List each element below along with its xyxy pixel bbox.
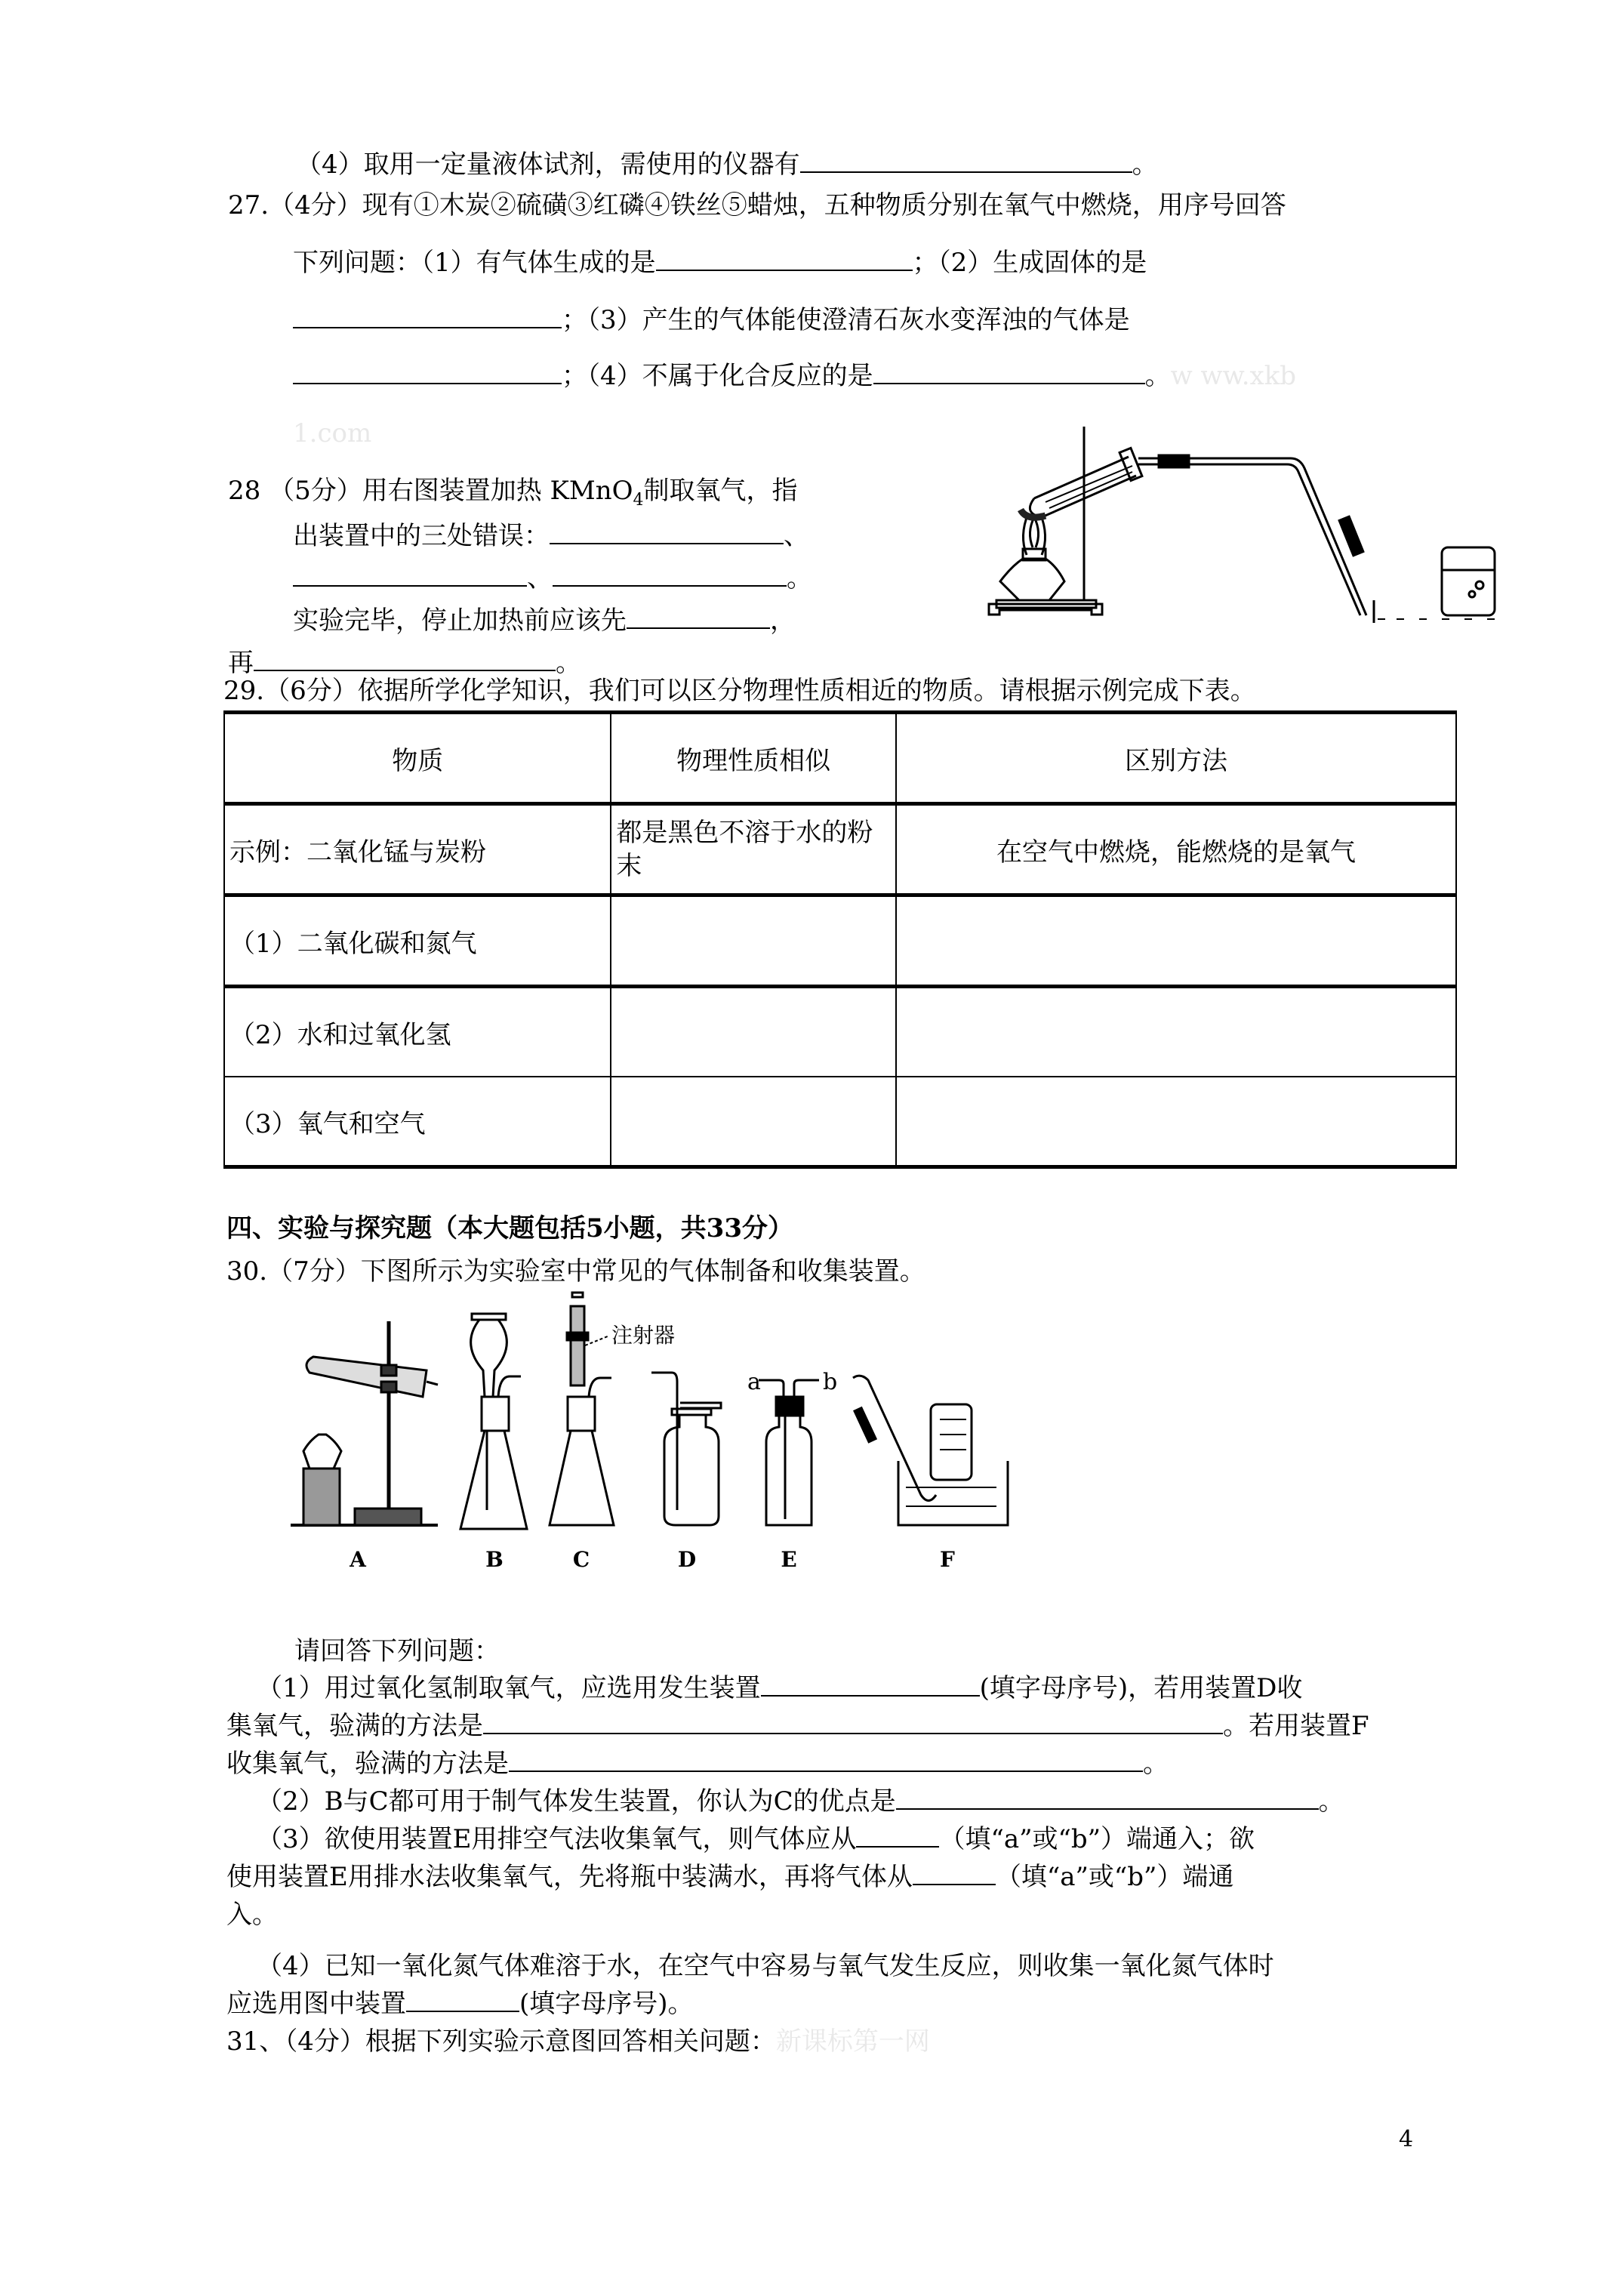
table-header-row <box>224 713 1456 804</box>
header-cell: 区别方法 <box>896 713 1456 804</box>
punct: 。 <box>556 648 581 678</box>
answer-cell[interactable] <box>611 1077 896 1167</box>
table-cell: （3）氧气和空气 <box>224 1077 611 1167</box>
q27-q4-blank[interactable] <box>873 360 1145 384</box>
q30-p3-text: 使用装置E用排水法收集氧气，先将瓶中装满水，再将气体从 <box>226 1862 913 1892</box>
q27-q1-blank[interactable] <box>656 247 913 271</box>
punct: 、 <box>527 563 553 593</box>
label-d: D <box>677 1547 697 1572</box>
q27-q2-text: ；（2）生成固体的是 <box>912 248 1147 278</box>
q30-p1-text: 。若用装置F <box>1223 1711 1369 1741</box>
label-f: F <box>940 1547 955 1572</box>
table-row <box>224 987 1456 1077</box>
test-tube-icon <box>1021 448 1142 517</box>
q30-p1-line2 <box>226 1709 1369 1743</box>
q30-p1-device-blank[interactable] <box>761 1672 980 1697</box>
q30-p4-text: (填字母序号)。 <box>519 1989 694 2019</box>
table-cell: 都是黑色不溶于水的粉末 <box>611 804 896 895</box>
apparatus-c-icon <box>550 1293 614 1525</box>
q28-stem-text: 28 （5分）用右图装置加热 KMnO <box>228 476 633 506</box>
q27-line4 <box>293 359 1296 393</box>
q30-p1-f-check-blank[interactable] <box>509 1748 1143 1772</box>
q30-p4-line2 <box>226 1987 694 2020</box>
q30-p1-line1 <box>257 1672 1302 1705</box>
port-b-label: b <box>823 1369 838 1395</box>
punct: 。 <box>1143 1749 1169 1779</box>
q28-line3 <box>293 562 812 595</box>
q30-p3-line1 <box>257 1823 1255 1856</box>
q29-table <box>223 710 1457 1169</box>
q30-p1-line3 <box>226 1747 1169 1780</box>
q30-p2-text: （2）B与C都可用于制气体发生装置，你认为C的优点是 <box>257 1786 896 1817</box>
q28-error2-blank[interactable] <box>293 562 527 587</box>
watermark: 1.com <box>293 418 372 448</box>
q30-p1-text: 集氧气，验满的方法是 <box>226 1711 483 1741</box>
watermark: w ww.xkb <box>1170 361 1297 391</box>
q30-p3-text: （填“a”或“b”）端通入；欲 <box>939 1824 1255 1854</box>
q28-error3-blank[interactable] <box>553 562 787 587</box>
punct: 。 <box>1144 361 1171 391</box>
q28-stem <box>228 474 798 517</box>
label-b: B <box>485 1547 504 1572</box>
q30-p4-blank[interactable] <box>406 1988 519 2012</box>
label-a: A <box>350 1547 366 1572</box>
answer-cell[interactable] <box>611 987 896 1077</box>
q27-stem: 27.（4分）现有①木炭②硫磺③红磷④铁丝⑤蜡烛，五种物质分别在氧气中燃烧，用序号回答 <box>228 190 1286 220</box>
answer-cell[interactable] <box>896 1077 1456 1167</box>
q30-apparatus-figure <box>287 1284 1389 1586</box>
q27-line3 <box>293 304 1130 337</box>
answer-cell[interactable] <box>896 987 1456 1077</box>
table-cell: 示例：二氧化锰与炭粉 <box>224 804 611 895</box>
q30-stem: 30.（7分）下图所示为实验室中常见的气体制备和收集装置。 <box>226 1256 925 1287</box>
punct: 。 <box>1132 149 1158 180</box>
punct: 、 <box>784 521 809 551</box>
q30-p1-text: (填字母序号)，若用装置D收 <box>979 1673 1303 1703</box>
apparatus-a-icon <box>291 1321 438 1525</box>
q28-then-text: 再 <box>228 648 254 678</box>
delivery-tube-icon <box>1138 455 1366 615</box>
q28-then-blank[interactable] <box>254 647 556 671</box>
q26-part4 <box>296 148 1158 181</box>
table-row <box>224 1077 1456 1167</box>
q30-p3-text: （填“a”或“b”）端通 <box>995 1862 1234 1892</box>
answer-cell[interactable] <box>611 895 896 987</box>
apparatus-b-icon <box>460 1314 527 1529</box>
header-cell: 物质 <box>224 713 611 804</box>
table-cell: 在空气中燃烧，能燃烧的是氧气 <box>896 804 1456 895</box>
q26-part4-text: （4）取用一定量液体试剂，需使用的仪器有 <box>296 149 800 180</box>
subscript: 4 <box>633 490 644 510</box>
punct: 。 <box>1318 1786 1344 1817</box>
q30-p2 <box>257 1785 1344 1818</box>
q26-answer-blank[interactable] <box>800 149 1132 173</box>
q27-q3-text: ；（3）产生的气体能使澄清石灰水变浑浊的气体是 <box>562 305 1130 335</box>
q30-p1-text: 收集氧气，验满的方法是 <box>226 1749 509 1779</box>
answer-cell[interactable] <box>896 895 1456 987</box>
q27-q2-blank[interactable] <box>293 304 562 328</box>
port-a-label: a <box>747 1369 761 1395</box>
apparatus-d-icon <box>651 1373 721 1525</box>
q31-stem-text: 31、（4分）根据下列实验示意图回答相关问题： <box>226 2026 776 2057</box>
section-title: 四、实验与探究题（本大题包括5小题，共33分） <box>226 1213 793 1244</box>
q27-q3-blank[interactable] <box>293 360 562 384</box>
q27-q4-text: ；（4）不属于化合反应的是 <box>562 361 873 391</box>
q28-line2 <box>293 519 809 553</box>
page-number: 4 <box>1399 2126 1414 2153</box>
label-c: C <box>572 1547 590 1572</box>
q29-stem: 29.（6分）依据所学化学知识，我们可以区分物理性质相近的物质。请根据示例完成下表。 <box>223 676 1256 706</box>
table-row <box>224 804 1456 895</box>
q30-p4-text: 应选用图中装置 <box>226 1989 406 2019</box>
q28-stem-text: 制取氧气，指 <box>643 476 798 506</box>
q28-errors-text: 出装置中的三处错误： <box>293 521 550 551</box>
q30-prompt: 请回答下列问题： <box>294 1636 500 1666</box>
punct: ， <box>770 606 796 636</box>
q31-stem <box>226 2025 930 2058</box>
q27-line2 <box>293 246 1147 279</box>
q30-p3-text: （3）欲使用装置E用排空气法收集氧气，则气体应从 <box>257 1824 857 1854</box>
q30-p3-line3: 入。 <box>226 1900 278 1930</box>
apparatus-e-icon <box>759 1380 819 1525</box>
watermark: 新课标第一网 <box>775 2026 930 2057</box>
apparatus-f-icon <box>853 1376 1008 1525</box>
table-cell: （2）水和过氧化氢 <box>224 987 611 1077</box>
q28-stop-text: 实验完毕，停止加热前应该先 <box>293 606 627 636</box>
water-trough-icon <box>1374 547 1502 623</box>
punct: 。 <box>787 563 812 593</box>
q30-p2-blank[interactable] <box>896 1786 1319 1810</box>
q28-line4 <box>293 604 796 637</box>
q30-p3-air-blank[interactable] <box>856 1823 939 1848</box>
q30-p1-text: （1）用过氧化氢制取氧气，应选用发生装置 <box>257 1673 761 1703</box>
q30-p3-line2 <box>226 1860 1233 1894</box>
q30-p4-line1: （4）已知一氧化氮气体难溶于水，在空气中容易与氧气发生反应，则收集一氧化氮气体时 <box>257 1951 1274 1981</box>
table-cell: （1）二氧化碳和氮气 <box>224 895 611 987</box>
q28-error1-blank[interactable] <box>550 520 784 544</box>
syringe-label: 注射器 <box>611 1323 676 1348</box>
label-e: E <box>781 1547 797 1572</box>
q30-p1-d-check-blank[interactable] <box>483 1710 1223 1734</box>
q27-q1-text: 下列问题：（1）有气体生成的是 <box>293 248 656 278</box>
q30-p3-water-blank[interactable] <box>913 1861 996 1885</box>
header-cell: 物理性质相似 <box>611 713 896 804</box>
q28-apparatus-figure <box>974 427 1502 623</box>
q28-first-blank[interactable] <box>627 605 770 629</box>
table-row <box>224 895 1456 987</box>
